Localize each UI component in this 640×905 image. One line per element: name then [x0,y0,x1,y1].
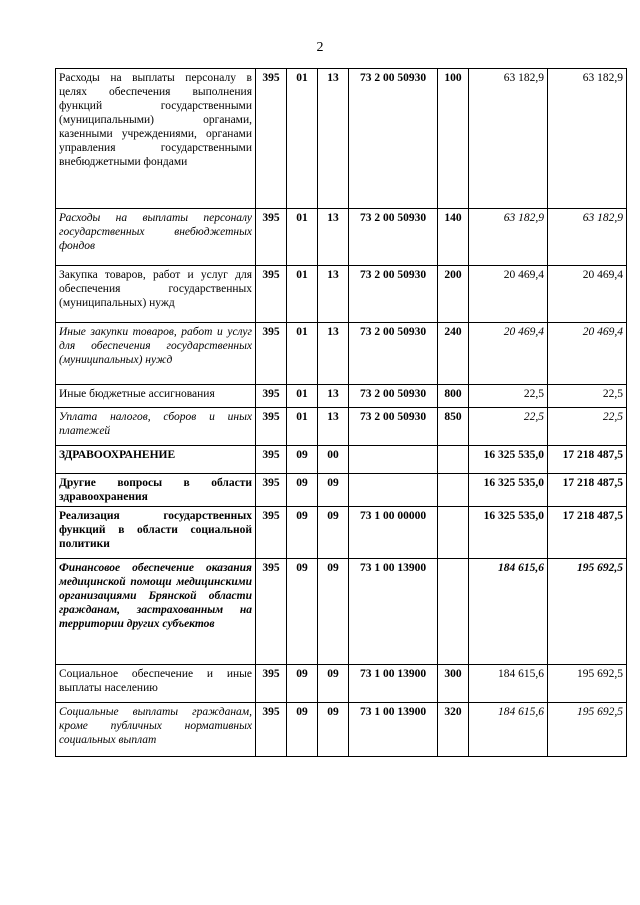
row-sum-year1: 16 325 535,0 [469,446,548,474]
row-pr-code: 13 [318,209,349,266]
row-csr-code: 73 2 00 50930 [349,266,438,323]
row-sum-year2: 17 218 487,5 [548,446,627,474]
table-row [56,665,627,703]
row-pr-code: 09 [318,559,349,665]
row-sum-year1: 184 615,6 [469,559,548,665]
row-gr-code: 395 [256,703,287,757]
row-name: Реализация государственных функций в области социальной политики [56,507,256,559]
row-vr-code [438,446,469,474]
row-gr-code: 395 [256,507,287,559]
row-csr-code [349,446,438,474]
row-pr-code: 09 [318,474,349,507]
row-name: Иные бюджетные ассигнования [56,385,256,408]
row-name: Иные закупки товаров, работ и услуг для обеспечения государственных (муниципальных) нужд [56,323,256,385]
row-vr-code [438,474,469,507]
row-rz-code: 01 [287,385,318,408]
row-gr-code: 395 [256,323,287,385]
row-vr-code: 850 [438,408,469,446]
row-rz-code: 09 [287,446,318,474]
row-rz-code: 01 [287,69,318,209]
row-sum-year2: 22,5 [548,408,627,446]
row-sum-year2: 195 692,5 [548,665,627,703]
row-rz-code: 01 [287,408,318,446]
table-row [56,209,627,266]
table-row [56,559,627,665]
row-name: Социальное обеспечение и иные выплаты населению [56,665,256,703]
table-row [56,385,627,408]
row-sum-year2: 195 692,5 [548,559,627,665]
table-row [56,69,627,209]
row-csr-code [349,474,438,507]
row-pr-code: 13 [318,69,349,209]
row-sum-year1: 22,5 [469,385,548,408]
row-gr-code: 395 [256,69,287,209]
row-sum-year2: 17 218 487,5 [548,474,627,507]
row-pr-code: 13 [318,266,349,323]
table-row [56,507,627,559]
row-pr-code: 13 [318,408,349,446]
row-sum-year2: 22,5 [548,385,627,408]
row-rz-code: 09 [287,507,318,559]
row-vr-code: 240 [438,323,469,385]
row-vr-code: 800 [438,385,469,408]
row-rz-code: 09 [287,559,318,665]
row-sum-year2: 195 692,5 [548,703,627,757]
row-sum-year1: 20 469,4 [469,266,548,323]
row-vr-code: 320 [438,703,469,757]
row-name: Социальные выплаты гражданам, кроме публичных нормативных социальных выплат [56,703,256,757]
row-name: Закупка товаров, работ и услуг для обеспечения государственных (муниципальных) нужд [56,266,256,323]
row-csr-code: 73 2 00 50930 [349,385,438,408]
row-csr-code: 73 2 00 50930 [349,323,438,385]
row-sum-year1: 16 325 535,0 [469,507,548,559]
row-vr-code [438,559,469,665]
row-gr-code: 395 [256,266,287,323]
row-sum-year1: 20 469,4 [469,323,548,385]
row-sum-year1: 184 615,6 [469,703,548,757]
row-sum-year1: 63 182,9 [469,69,548,209]
row-gr-code: 395 [256,408,287,446]
row-pr-code: 09 [318,703,349,757]
row-name: Расходы на выплаты персоналу в целях обеспечения выполнения функций государственными (муниципальными) органами, казенными учреждениями, органами управления государственными внебюджетными фондами [56,69,256,209]
table-row [56,408,627,446]
table-row [56,474,627,507]
row-csr-code: 73 1 00 13900 [349,559,438,665]
budget-table [55,68,627,757]
row-vr-code [438,507,469,559]
row-sum-year2: 20 469,4 [548,323,627,385]
row-vr-code: 200 [438,266,469,323]
table-row [56,703,627,757]
row-sum-year1: 22,5 [469,408,548,446]
row-sum-year2: 20 469,4 [548,266,627,323]
row-csr-code: 73 1 00 00000 [349,507,438,559]
row-name: Другие вопросы в области здравоохранения [56,474,256,507]
row-gr-code: 395 [256,385,287,408]
row-csr-code: 73 1 00 13900 [349,665,438,703]
row-name: ЗДРАВООХРАНЕНИЕ [56,446,256,474]
table-row [56,266,627,323]
row-csr-code: 73 2 00 50930 [349,69,438,209]
row-pr-code: 13 [318,385,349,408]
row-rz-code: 09 [287,474,318,507]
row-vr-code: 140 [438,209,469,266]
table-row [56,446,627,474]
row-sum-year2: 17 218 487,5 [548,507,627,559]
row-vr-code: 100 [438,69,469,209]
table-row [56,323,627,385]
row-gr-code: 395 [256,474,287,507]
row-rz-code: 09 [287,703,318,757]
row-pr-code: 13 [318,323,349,385]
row-name: Уплата налогов, сборов и иных платежей [56,408,256,446]
row-vr-code: 300 [438,665,469,703]
row-rz-code: 01 [287,323,318,385]
row-sum-year2: 63 182,9 [548,69,627,209]
row-rz-code: 09 [287,665,318,703]
row-sum-year1: 63 182,9 [469,209,548,266]
row-gr-code: 395 [256,665,287,703]
row-name: Финансовое обеспечение оказания медицинской помощи медицинскими организациями Брянской области гражданам, застрахованным на территории других субъектов [56,559,256,665]
row-csr-code: 73 1 00 13900 [349,703,438,757]
row-sum-year2: 63 182,9 [548,209,627,266]
row-gr-code: 395 [256,209,287,266]
row-pr-code: 00 [318,446,349,474]
row-pr-code: 09 [318,507,349,559]
row-sum-year1: 184 615,6 [469,665,548,703]
row-rz-code: 01 [287,209,318,266]
row-csr-code: 73 2 00 50930 [349,408,438,446]
row-csr-code: 73 2 00 50930 [349,209,438,266]
page-number: 2 [316,40,324,55]
row-gr-code: 395 [256,446,287,474]
row-rz-code: 01 [287,266,318,323]
row-name: Расходы на выплаты персоналу государственных внебюджетных фондов [56,209,256,266]
row-sum-year1: 16 325 535,0 [469,474,548,507]
row-pr-code: 09 [318,665,349,703]
row-gr-code: 395 [256,559,287,665]
